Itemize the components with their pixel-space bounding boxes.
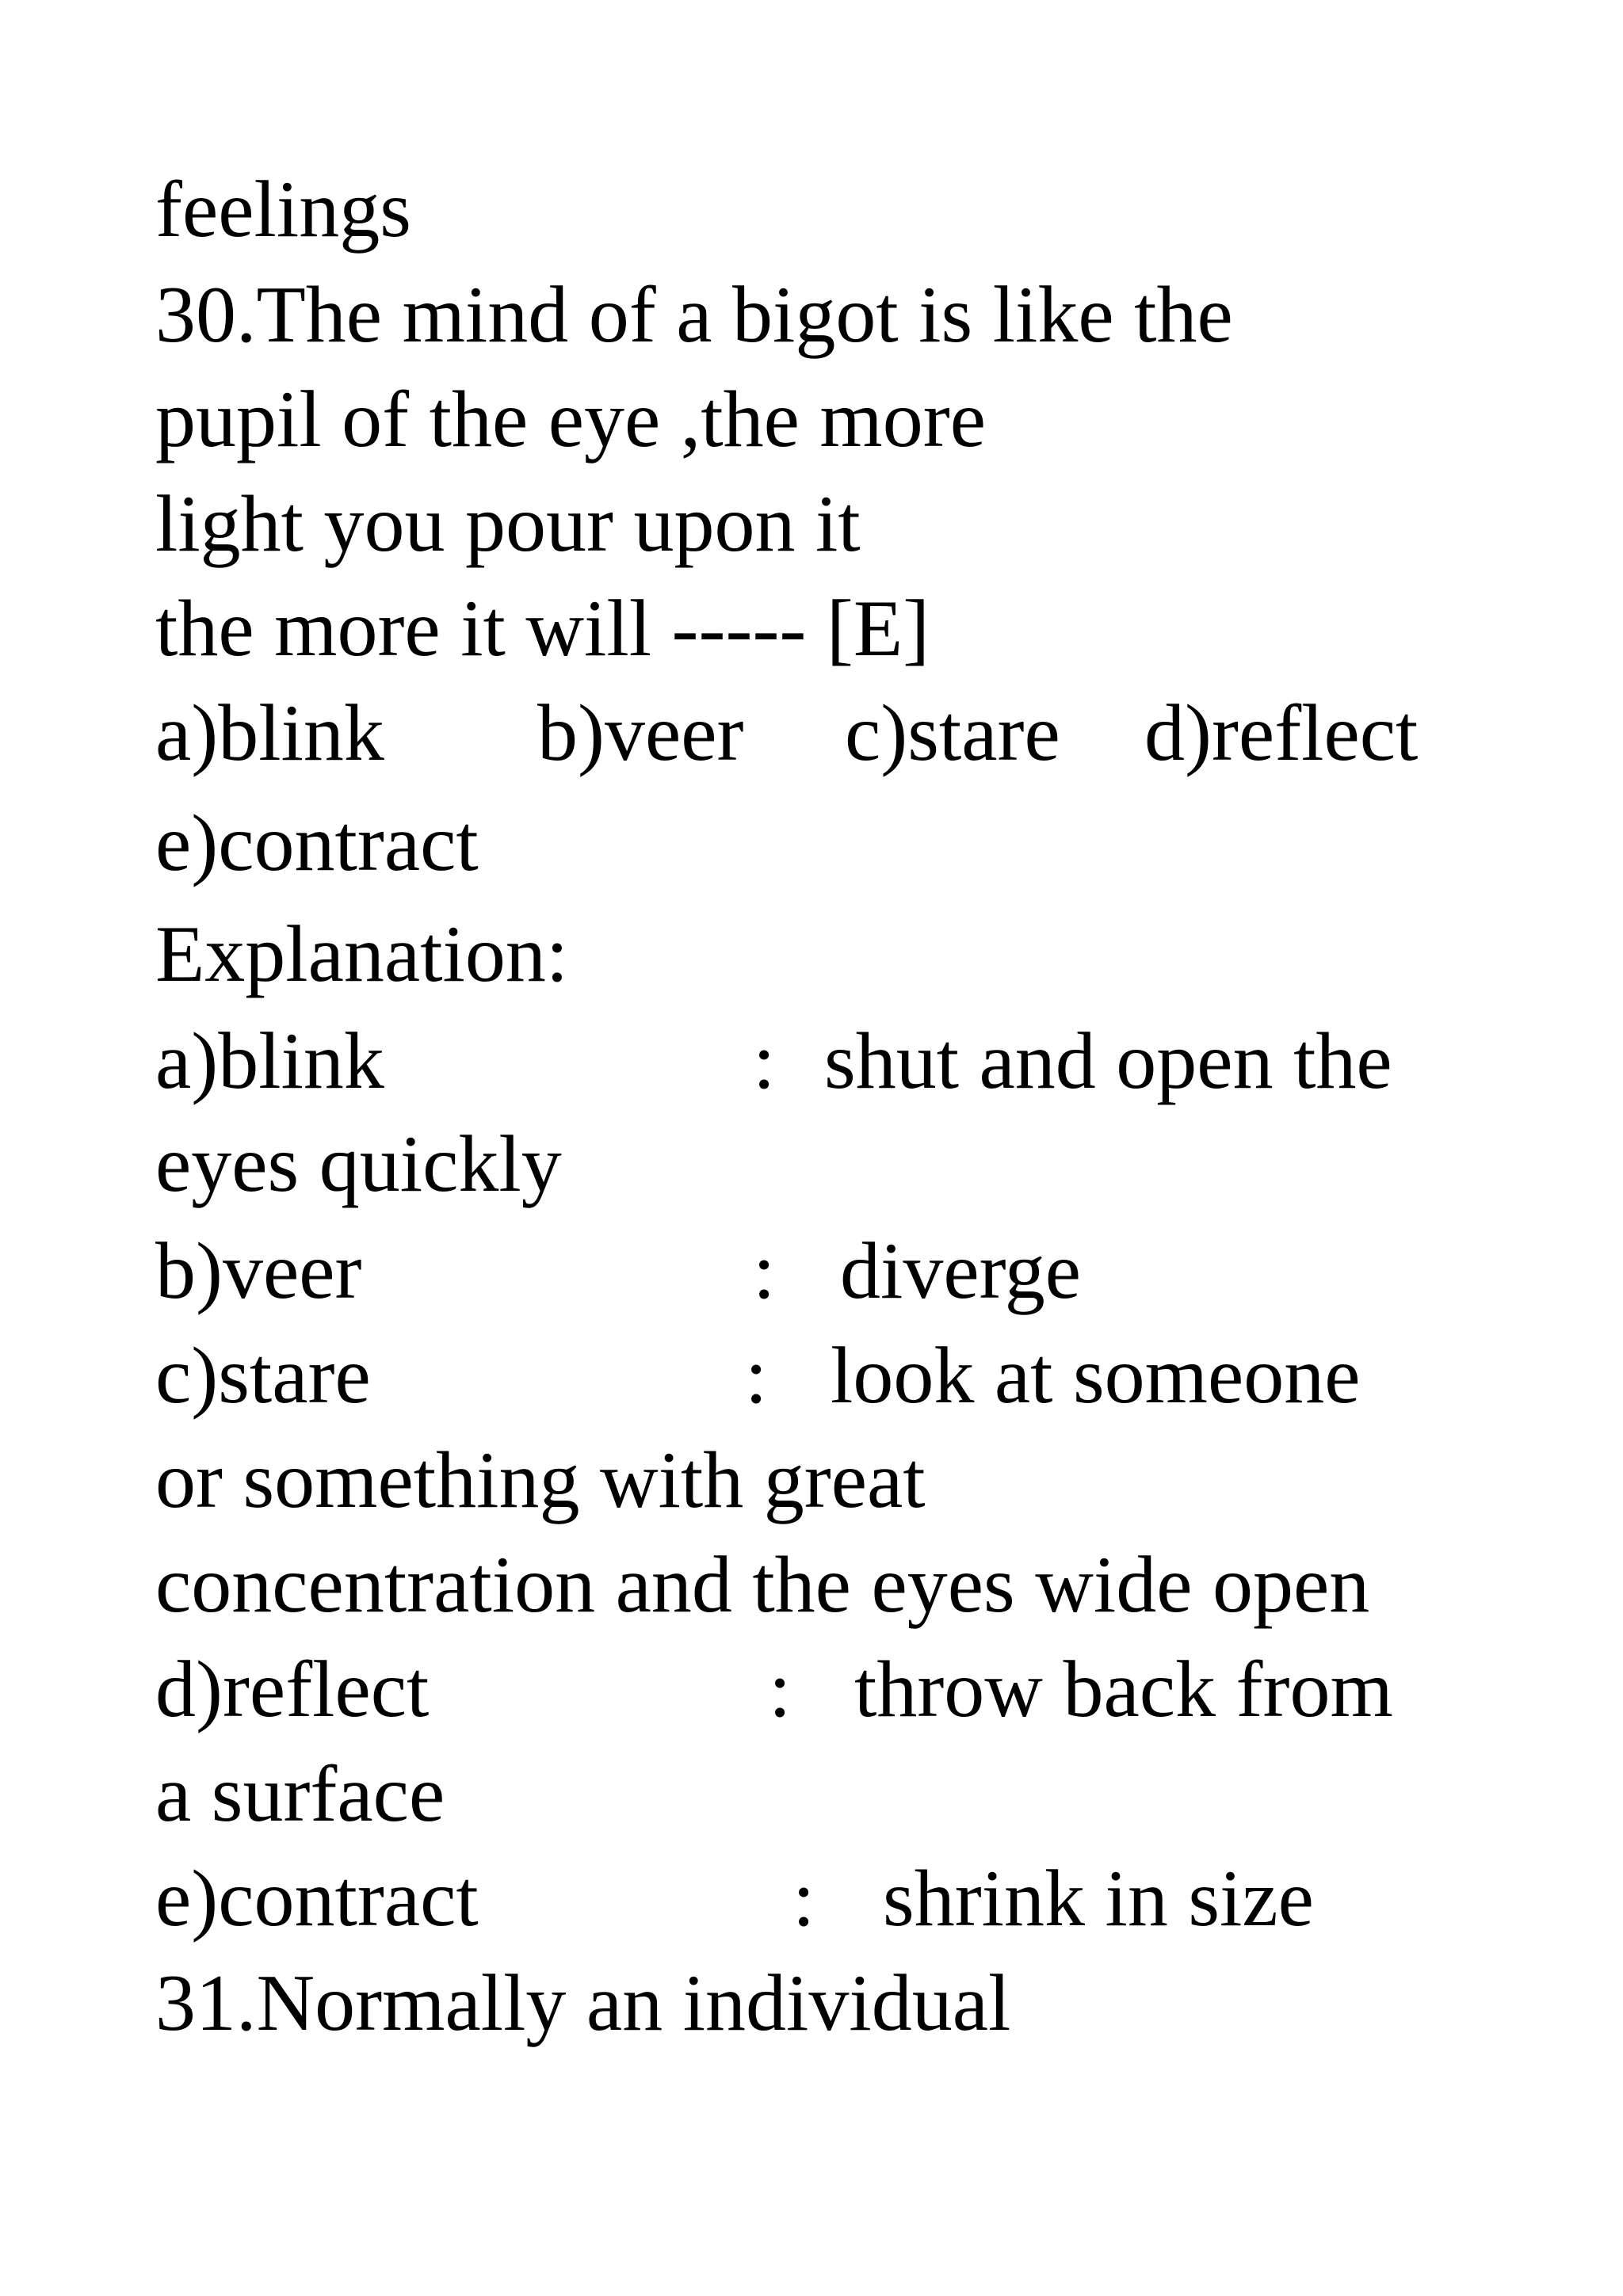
- question-31-line-1: 31.Normally an individual: [155, 1958, 1011, 2048]
- option-d: d)reflect: [1144, 688, 1419, 778]
- explanation-continuation: eyes quickly: [155, 1119, 562, 1209]
- option-e: e)contract: [155, 799, 479, 888]
- explanation-definition: diverge: [840, 1226, 1082, 1316]
- explanation-term: e)contract: [155, 1854, 479, 1943]
- explanation-term: b)veer: [155, 1226, 362, 1316]
- explanation-term: d)reflect: [155, 1645, 430, 1734]
- explanation-definition: look at someone: [831, 1331, 1361, 1421]
- explanation-heading: Explanation:: [155, 910, 569, 999]
- text-line-feelings: feelings: [155, 165, 411, 254]
- option-a: a)blink: [155, 688, 384, 778]
- explanation-term: c)stare: [155, 1331, 371, 1421]
- explanation-term: a)blink: [155, 1016, 384, 1106]
- question-30-line-1: 30.The mind of a bigot is like the: [155, 270, 1233, 360]
- question-30-line-2: pupil of the eye ,the more: [155, 375, 986, 464]
- colon: :: [753, 1226, 776, 1316]
- colon: :: [745, 1331, 768, 1421]
- option-c: c)stare: [845, 688, 1060, 778]
- colon: :: [753, 1016, 776, 1106]
- explanation-definition: shut and open the: [824, 1016, 1392, 1106]
- colon: :: [792, 1854, 815, 1943]
- colon: :: [769, 1645, 792, 1734]
- explanation-continuation: or something with great: [155, 1436, 926, 1525]
- question-30-line-3: light you pour upon it: [155, 479, 861, 569]
- question-30-line-4: the more it will ----- [E]: [155, 584, 930, 673]
- explanation-continuation: a surface: [155, 1749, 445, 1839]
- explanation-continuation: concentration and the eyes wide open: [155, 1540, 1370, 1630]
- explanation-definition: shrink in size: [883, 1854, 1314, 1943]
- option-b: b)veer: [537, 688, 744, 778]
- explanation-definition: throw back from: [854, 1645, 1393, 1734]
